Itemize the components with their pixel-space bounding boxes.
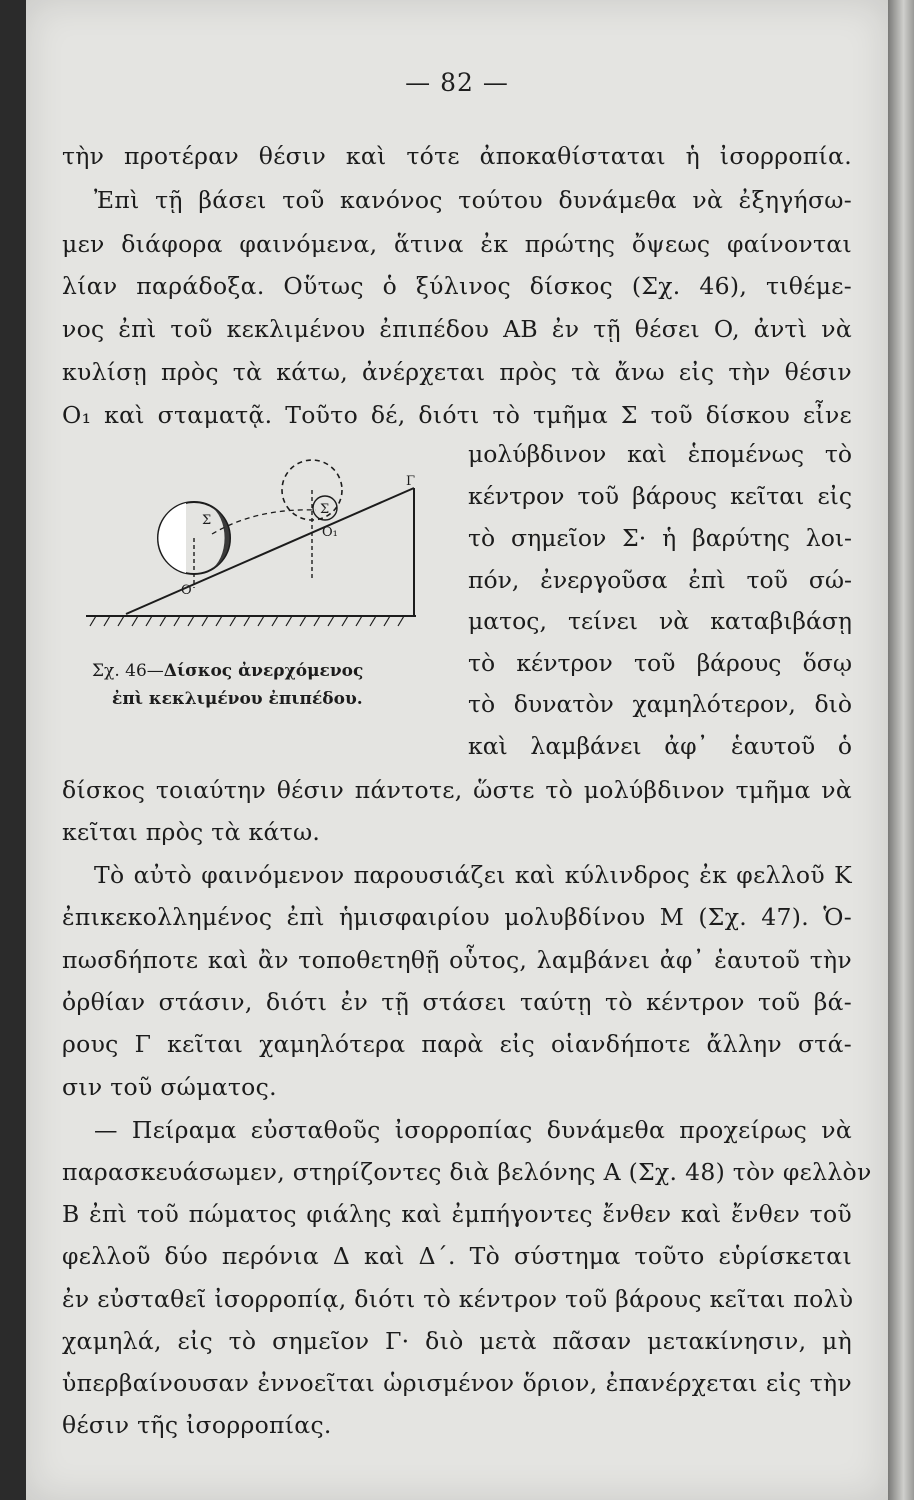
figure-caption-line2: ἐπὶ κεκλιμένου ἐπιπέδου. [112, 689, 363, 709]
text-line: τὴν προτέραν θέσιν καὶ τότε ἀποκαθίσταται ἡ ἰσορροπία. [62, 142, 852, 170]
label-o1: O₁ [322, 525, 338, 540]
text-line: τὸ κέντρον τοῦ βάρους ὅσῳ [468, 649, 852, 677]
text-line: κέντρον τοῦ βάρους κεῖται εἰς [468, 482, 852, 510]
text-line: πωσδήποτε καὶ ἂν τοποθετηθῇ οὗτος, λαμβάνει ἀφ᾽ ἑαυτοῦ τὴν [62, 946, 852, 974]
text-line: τὸ σημεῖον Σ· ἡ βαρύτης λοι- [468, 524, 852, 552]
page-number: — 82 — [405, 68, 509, 97]
text-line: λίαν παράδοξα. Οὕτως ὁ ξύλινος δίσκος (Σχ. 46), τιθέμε- [62, 272, 852, 300]
text-line: Ἐπὶ τῇ βάσει τοῦ κανόνος τούτου δυνάμεθα νὰ ἐξηγήσω- [94, 186, 852, 214]
text-line: ὑπερβαίνουσαν ἐννοεῖται ὡρισμένον ὅριον, ἐπανέρχεται εἰς τὴν [62, 1369, 852, 1397]
text-line: σιν τοῦ σώματος. [62, 1073, 277, 1101]
text-line: καὶ λαμβάνει ἀφ᾽ ἑαυτοῦ ὁ [468, 732, 852, 760]
text-line: νος ἐπὶ τοῦ κεκλιμένου ἐπιπέδου AB ἐν τῇ θέσει O, ἀντὶ νὰ [62, 315, 852, 343]
text-line: δίσκος τοιαύτην θέσιν πάντοτε, ὥστε τὸ μολύβδινον τμῆμα νὰ [62, 776, 852, 804]
text-line: Τὸ αὐτὸ φαινόμενον παρουσιάζει καὶ κύλινδρος ἐκ φελλοῦ K [94, 861, 852, 889]
text-line: ἐν εὐσταθεῖ ἰσορροπίᾳ, διότι τὸ κέντρον τοῦ βάρους κεῖται πολὺ [62, 1285, 854, 1313]
caption-prefix: Σχ. 46— [92, 661, 164, 681]
text-line: θέσιν τῆς ἰσορροπίας. [62, 1411, 332, 1439]
label-sigma-lower: Σ [202, 513, 212, 528]
text-line: ματος, τείνει νὰ καταβιβάσῃ [468, 607, 852, 635]
text-line: — Πείραμα εὐσταθοῦς ἰσορροπίας δυνάμεθα προχείρως νὰ [94, 1116, 852, 1144]
text-line: ρους Γ κεῖται χαμηλότερα παρὰ εἰς οἱανδήποτε ἄλλην στά- [62, 1030, 852, 1058]
label-o: O [181, 583, 192, 598]
text-line: φελλοῦ δύο περόνια Δ καὶ Δ΄. Τὸ σύστημα τοῦτο εὑρίσκεται [62, 1242, 852, 1270]
label-sigma-upper: Σ [320, 502, 330, 517]
figure-caption-line1 [92, 660, 472, 682]
text-line: κεῖται πρὸς τὰ κάτω. [62, 818, 321, 846]
lead-segment-lower [210, 506, 230, 570]
caption-title: Δίσκος ἀνερχόμενος [163, 661, 364, 681]
text-line: μολύβδινον καὶ ἑπομένως τὸ [468, 440, 852, 468]
text-line: ἐπικεκολλημένος ἐπὶ ἡμισφαιρίου μολυβδίνου M (Σχ. 47). Ὁ- [62, 903, 852, 931]
text-line: B ἐπὶ τοῦ πώματος φιάλης καὶ ἐμπήγοντες ἔνθεν καὶ ἔνθεν τοῦ [62, 1200, 852, 1228]
text-line: χαμηλά, εἰς τὸ σημεῖον Γ· διὸ μετὰ πᾶσαν μετακίνησιν, μὴ [62, 1327, 852, 1355]
text-line: πόν, ἐνεργοῦσα ἐπὶ τοῦ σώ- [468, 566, 852, 594]
page-edge [888, 0, 914, 1500]
label-gamma: Γ [406, 474, 416, 489]
text-line: κυλίσῃ πρὸς τὰ κάτω, ἀνέρχεται πρὸς τὰ ἄνω εἰς τὴν θέσιν [62, 358, 852, 386]
text-line: τὸ δυνατὸν χαμηλότερον, διὸ [468, 690, 852, 718]
text-line: ὀρθίαν στάσιν, διότι ἐν τῇ στάσει ταύτῃ τὸ κέντρον τοῦ βά- [62, 988, 852, 1016]
ground-hatching [90, 616, 404, 626]
book-page [26, 0, 888, 1500]
text-line: O₁ καὶ σταματᾷ. Τοῦτο δέ, διότι τὸ τμῆμα Σ τοῦ δίσκου εἶνε [62, 401, 852, 429]
figure-46-disk-on-incline [86, 438, 446, 638]
text-line: παρασκευάσωμεν, στηρίζοντες διὰ βελόνης A (Σχ. 48) τὸν φελλὸν [62, 1158, 872, 1186]
text-line: μεν διάφορα φαινόμενα, ἅτινα ἐκ πρώτης ὄψεως φαίνονται [62, 230, 852, 258]
